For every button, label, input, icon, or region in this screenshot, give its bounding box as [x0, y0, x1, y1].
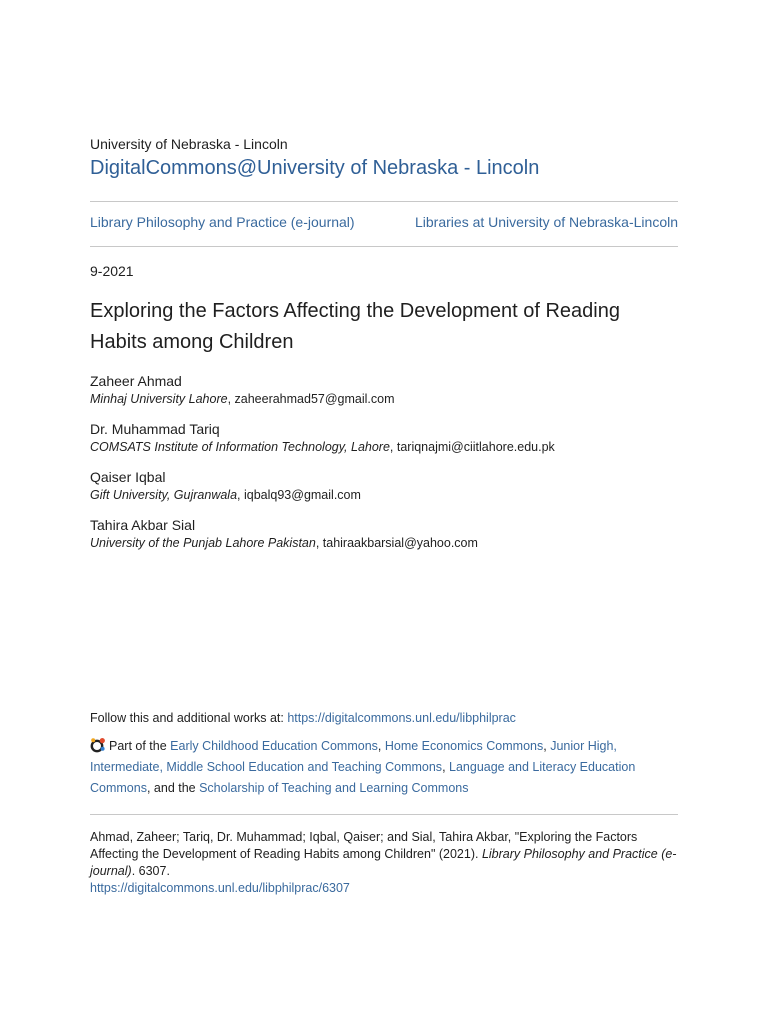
- author-email: , iqbalq93@gmail.com: [237, 488, 361, 502]
- commons-link-home-economics[interactable]: Home Economics Commons: [384, 739, 544, 753]
- author-block: [90, 517, 678, 551]
- author-name: Dr. Muhammad Tariq: [90, 421, 220, 437]
- author-name: Zaheer Ahmad: [90, 373, 182, 389]
- commons-network-icon: [90, 737, 106, 753]
- journal-link[interactable]: Library Philosophy and Practice (e-journal): [90, 214, 355, 230]
- separator: , and the: [146, 781, 200, 795]
- repository-link[interactable]: DigitalCommons@University of Nebraska - Lincoln: [90, 157, 540, 179]
- commons-link-early-childhood[interactable]: Early Childhood Education Commons: [170, 739, 378, 753]
- separator: ,: [377, 739, 385, 753]
- author-name: Tahira Akbar Sial: [90, 517, 196, 533]
- author-block: [90, 469, 678, 503]
- follow-url-link[interactable]: https://digitalcommons.unl.edu/libphilprac: [287, 711, 516, 725]
- publication-date: 9-2021: [90, 263, 134, 279]
- author-name: Qaiser Iqbal: [90, 469, 166, 485]
- author-email: , tahiraakbarsial@yahoo.com: [315, 536, 478, 550]
- institution-name: University of Nebraska - Lincoln: [90, 136, 288, 152]
- part-of-prefix: Part of the: [109, 739, 171, 753]
- divider-nav: [90, 246, 678, 247]
- author-email: , zaheerahmad57@gmail.com: [227, 392, 395, 406]
- author-block: [90, 421, 678, 455]
- collection-nav: [90, 214, 678, 230]
- divider-citation: [90, 814, 678, 815]
- commons-link-scholarship-teaching[interactable]: Scholarship of Teaching and Learning Commons: [199, 781, 469, 795]
- part-of-commons: [90, 736, 670, 799]
- separator: ,: [543, 739, 551, 753]
- follow-label: Follow this and additional works at:: [90, 711, 288, 725]
- author-email: , tariqnajmi@ciitlahore.edu.pk: [389, 440, 555, 454]
- libraries-link[interactable]: Libraries at University of Nebraska-Lincoln: [415, 214, 678, 230]
- commons-link-language-literacy[interactable]: Language and Literacy Education Commons: [90, 760, 636, 795]
- citation-journal: Library Philosophy and Practice (e-journal): [90, 847, 677, 878]
- follow-line: [90, 711, 516, 725]
- citation-url-link[interactable]: https://digitalcommons.unl.edu/libphilprac/6307: [90, 881, 350, 895]
- author-affiliation: University of the Punjab Lahore Pakistan: [90, 536, 316, 550]
- author-affiliation: COMSATS Institute of Information Technology, Lahore: [90, 440, 390, 454]
- citation-text: Ahmad, Zaheer; Tariq, Dr. Muhammad; Iqbal, Qaiser; and Sial, Tahira Akbar, "Exploring the Factors Affecting the Development of Reading Habits among Children" (2021).: [90, 830, 638, 861]
- recommended-citation: [90, 829, 680, 897]
- separator: ,: [442, 760, 450, 774]
- author-affiliation: Minhaj University Lahore: [90, 392, 228, 406]
- divider-top: [90, 201, 678, 202]
- commons-link-middle-school[interactable]: Junior High, Intermediate, Middle School Education and Teaching Commons: [90, 739, 617, 774]
- author-affiliation: Gift University, Gujranwala: [90, 488, 238, 502]
- article-title: Exploring the Factors Affecting the Development of Reading Habits among Children: [90, 300, 620, 353]
- citation-number: . 6307.: [131, 864, 170, 878]
- author-block: [90, 373, 678, 407]
